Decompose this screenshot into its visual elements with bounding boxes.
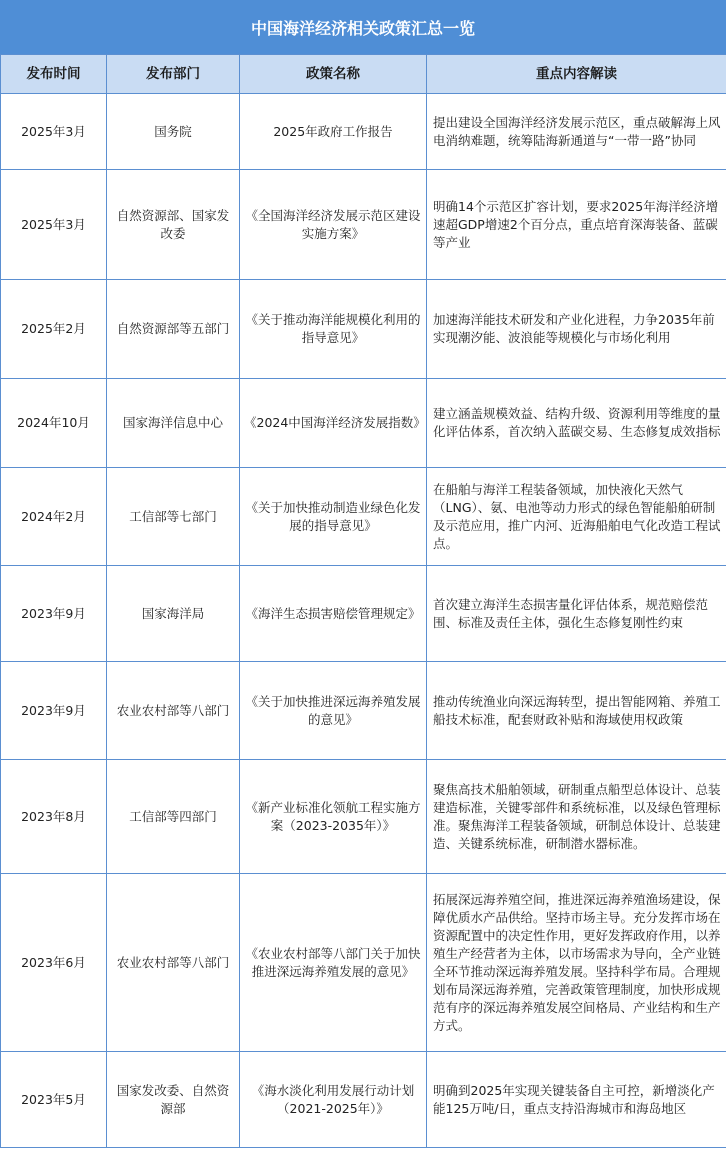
cell-policy-name: 《海水淡化利用发展行动计划（2021-2025年）》 [240, 1052, 427, 1148]
cell-policy-name: 《关于加快推进深远海养殖发展的意见》 [240, 662, 427, 760]
cell-department: 工信部等七部门 [107, 468, 240, 566]
cell-department: 自然资源部等五部门 [107, 280, 240, 379]
cell-content: 推动传统渔业向深远海转型，提出智能网箱、养殖工船技术标准，配套财政补贴和海域使用权政策 [427, 662, 726, 760]
cell-department: 农业农村部等八部门 [107, 874, 240, 1052]
header-date: 发布时间 [1, 55, 107, 94]
cell-department: 国家海洋信息中心 [107, 379, 240, 468]
cell-policy-name: 《海洋生态损害赔偿管理规定》 [240, 566, 427, 662]
cell-date: 2025年3月 [1, 94, 107, 170]
cell-policy-name: 《新产业标准化领航工程实施方案（2023-2035年）》 [240, 760, 427, 874]
cell-content: 明确14个示范区扩容计划，要求2025年海洋经济增速超GDP增速2个百分点，重点培育深海装备、蓝碳等产业 [427, 170, 726, 280]
table-row [1, 566, 726, 662]
page-title: 中国海洋经济相关政策汇总一览 [0, 0, 726, 54]
policy-table [0, 54, 726, 1148]
table-row [1, 874, 726, 1052]
cell-policy-name: 《农业农村部等八部门关于加快推进深远海养殖发展的意见》 [240, 874, 427, 1052]
cell-policy-name: 2025年政府工作报告 [240, 94, 427, 170]
table-row [1, 379, 726, 468]
cell-content: 建立涵盖规模效益、结构升级、资源利用等维度的量化评估体系，首次纳入蓝碳交易、生态修复成效指标 [427, 379, 726, 468]
cell-date: 2024年2月 [1, 468, 107, 566]
cell-policy-name: 《关于推动海洋能规模化利用的指导意见》 [240, 280, 427, 379]
cell-content: 在船舶与海洋工程装备领域，加快液化天然气（LNG）、氨、电池等动力形式的绿色智能船舶研制及示范应用，推广内河、近海船舶电气化改造工程试点。 [427, 468, 726, 566]
table-row [1, 170, 726, 280]
cell-date: 2023年9月 [1, 662, 107, 760]
table-row [1, 1052, 726, 1148]
cell-department: 农业农村部等八部门 [107, 662, 240, 760]
header-policy-name: 政策名称 [240, 55, 427, 94]
cell-date: 2023年8月 [1, 760, 107, 874]
cell-content: 提出建设全国海洋经济发展示范区，重点破解海上风电消纳难题，统筹陆海新通道与“一带一路”协同 [427, 94, 726, 170]
cell-content: 聚焦高技术船舶领域，研制重点船型总体设计、总装建造标准，关键零部件和系统标准，以及绿色管理标准。聚焦海洋工程装备领域，研制总体设计、总装建造、关键系统标准，研制潜水器标准。 [427, 760, 726, 874]
cell-department: 国家发改委、自然资源部 [107, 1052, 240, 1148]
cell-date: 2023年6月 [1, 874, 107, 1052]
cell-date: 2023年9月 [1, 566, 107, 662]
cell-policy-name: 《关于加快推动制造业绿色化发展的指导意见》 [240, 468, 427, 566]
table-header-row [1, 55, 726, 94]
cell-content: 首次建立海洋生态损害量化评估体系，规范赔偿范围、标准及责任主体，强化生态修复刚性约束 [427, 566, 726, 662]
cell-date: 2025年3月 [1, 170, 107, 280]
cell-date: 2023年5月 [1, 1052, 107, 1148]
cell-content: 明确到2025年实现关键装备自主可控，新增淡化产能125万吨/日，重点支持沿海城市和海岛地区 [427, 1052, 726, 1148]
table-row [1, 94, 726, 170]
cell-content: 拓展深远海养殖空间，推进深远海养殖渔场建设，保障优质水产品供给。坚持市场主导。充分发挥市场在资源配置中的决定性作用，更好发挥政府作用，以养殖生产经营者为主体，以市场需求为导向，全产业链全环节推动深远海养殖发展。坚持科学布局。合理规划布局深远海养殖，完善政策管理制度，加快形成规范有序的深远海养殖发展空间格局、产业结构和生产方式。 [427, 874, 726, 1052]
cell-policy-name: 《2024中国海洋经济发展指数》 [240, 379, 427, 468]
cell-department: 国家海洋局 [107, 566, 240, 662]
table-row [1, 280, 726, 379]
header-department: 发布部门 [107, 55, 240, 94]
cell-department: 工信部等四部门 [107, 760, 240, 874]
table-row [1, 760, 726, 874]
cell-department: 国务院 [107, 94, 240, 170]
table-row [1, 468, 726, 566]
cell-department: 自然资源部、国家发改委 [107, 170, 240, 280]
table-row [1, 662, 726, 760]
cell-date: 2025年2月 [1, 280, 107, 379]
cell-date: 2024年10月 [1, 379, 107, 468]
cell-policy-name: 《全国海洋经济发展示范区建设实施方案》 [240, 170, 427, 280]
cell-content: 加速海洋能技术研发和产业化进程，力争2035年前实现潮汐能、波浪能等规模化与市场化利用 [427, 280, 726, 379]
header-key-content: 重点内容解读 [427, 55, 726, 94]
